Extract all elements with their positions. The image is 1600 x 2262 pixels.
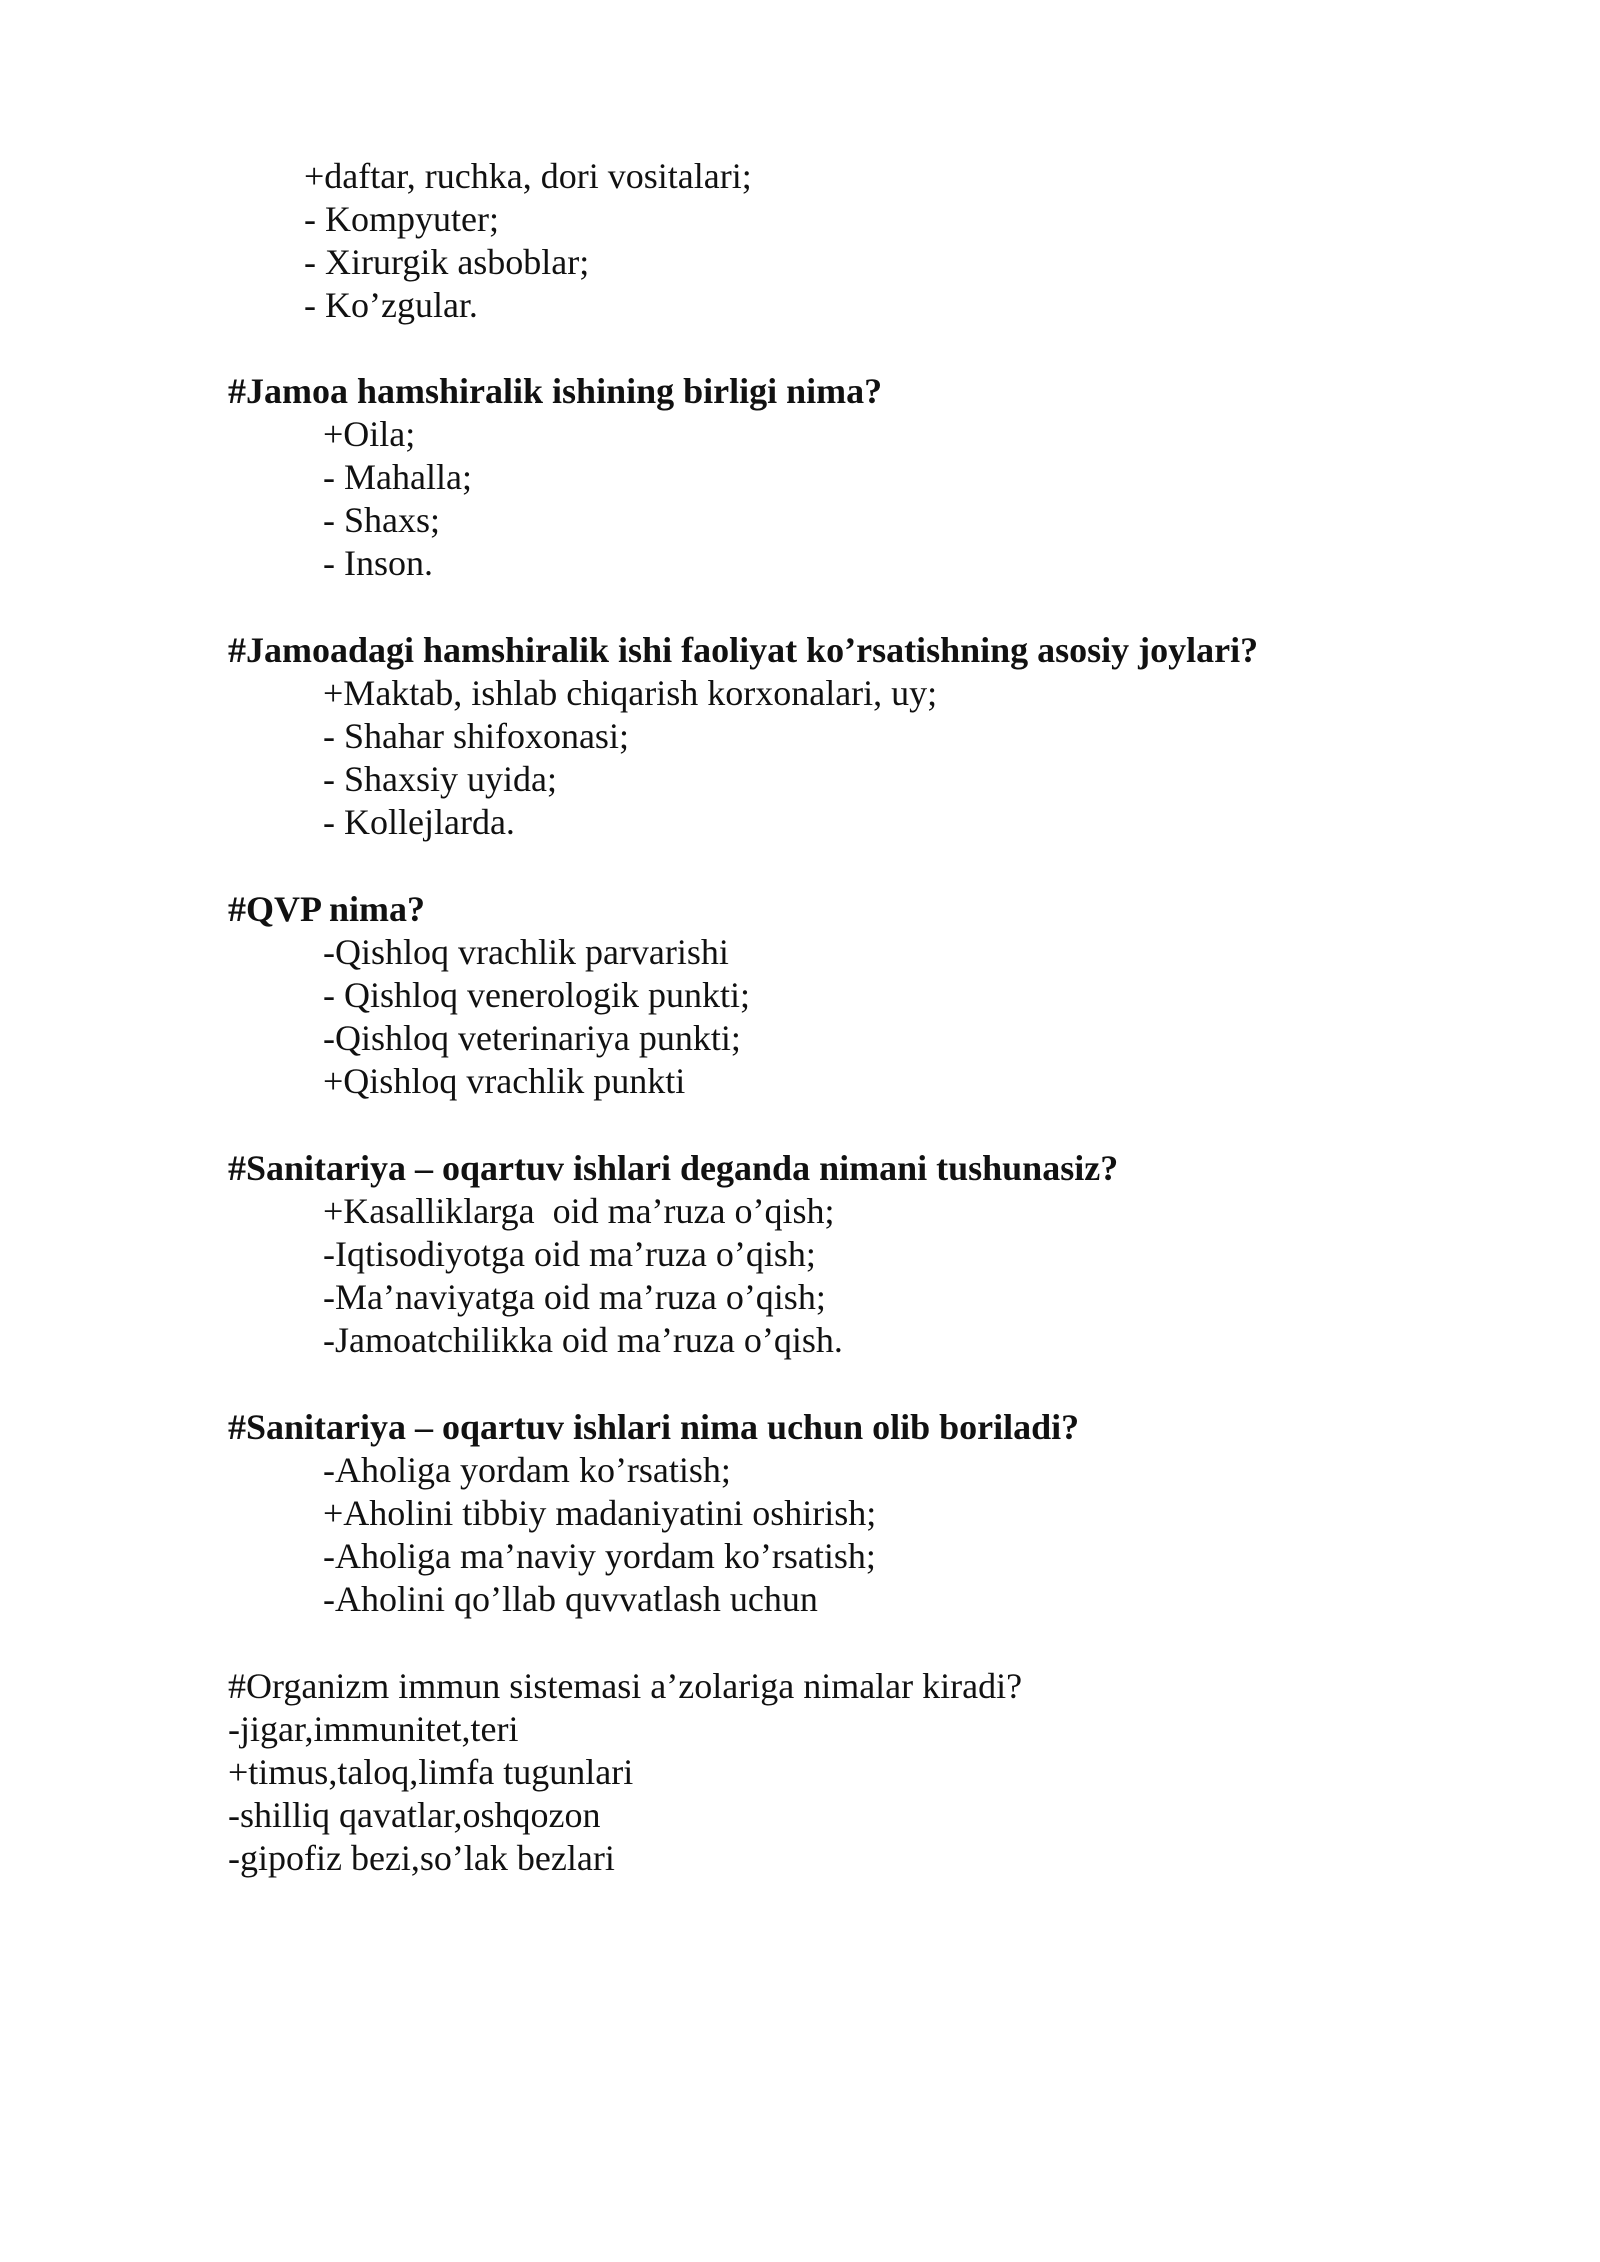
- option-line: -Aholini qo’llab quvvatlash uchun: [323, 1579, 818, 1619]
- question-heading: #Sanitariya – oqartuv ishlari nima uchun olib boriladi?: [228, 1407, 1080, 1447]
- option-line: - Shahar shifoxonasi;: [323, 716, 629, 756]
- option-line: -Iqtisodiyotga oid ma’ruza o’qish;: [323, 1234, 816, 1274]
- option-line: +Qishloq vrachlik punkti: [323, 1061, 686, 1101]
- option-line: -jigar,immunitet,teri: [228, 1709, 519, 1749]
- option-line: - Ko’zgular.: [304, 285, 478, 325]
- option-line: +Oila;: [323, 414, 416, 454]
- option-line: -Qishloq vrachlik parvarishi: [323, 932, 729, 972]
- question-heading: #QVP nima?: [228, 889, 426, 929]
- option-line: -Aholiga ma’naviy yordam ko’rsatish;: [323, 1536, 876, 1576]
- option-line: +daftar, ruchka, dori vositalari;: [304, 156, 752, 196]
- option-line: - Mahalla;: [323, 457, 472, 497]
- option-line: +timus,taloq,limfa tugunlari: [228, 1752, 634, 1792]
- option-line: - Shaxs;: [323, 500, 440, 540]
- option-line: -gipofiz bezi,so’lak bezlari: [228, 1838, 615, 1878]
- option-line: - Inson.: [323, 543, 433, 583]
- question-heading: #Jamoadagi hamshiralik ishi faoliyat ko’rsatishning asosiy joylari?: [228, 630, 1259, 670]
- option-line: - Xirurgik asboblar;: [304, 242, 590, 282]
- option-line: - Shaxsiy uyida;: [323, 759, 557, 799]
- option-line: -Aholiga yordam ko’rsatish;: [323, 1450, 731, 1490]
- option-line: +Maktab, ishlab chiqarish korxonalari, uy;: [323, 673, 938, 713]
- option-line: -Ma’naviyatga oid ma’ruza o’qish;: [323, 1277, 826, 1317]
- question-heading: #Sanitariya – oqartuv ishlari deganda nimani tushunasiz?: [228, 1148, 1119, 1188]
- option-line: - Kollejlarda.: [323, 802, 515, 842]
- question-heading: #Organizm immun sistemasi a’zolariga nimalar kiradi?: [228, 1666, 1023, 1706]
- option-line: -Jamoatchilikka oid ma’ruza o’qish.: [323, 1320, 843, 1360]
- option-line: +Aholini tibbiy madaniyatini oshirish;: [323, 1493, 877, 1533]
- option-line: - Qishloq venerologik punkti;: [323, 975, 750, 1015]
- option-line: -shilliq qavatlar,oshqozon: [228, 1795, 601, 1835]
- option-line: +Kasalliklarga oid ma’ruza o’qish;: [323, 1191, 835, 1231]
- option-line: - Kompyuter;: [304, 199, 499, 239]
- question-heading: #Jamoa hamshiralik ishining birligi nima?: [228, 371, 883, 411]
- option-line: -Qishloq veterinariya punkti;: [323, 1018, 741, 1058]
